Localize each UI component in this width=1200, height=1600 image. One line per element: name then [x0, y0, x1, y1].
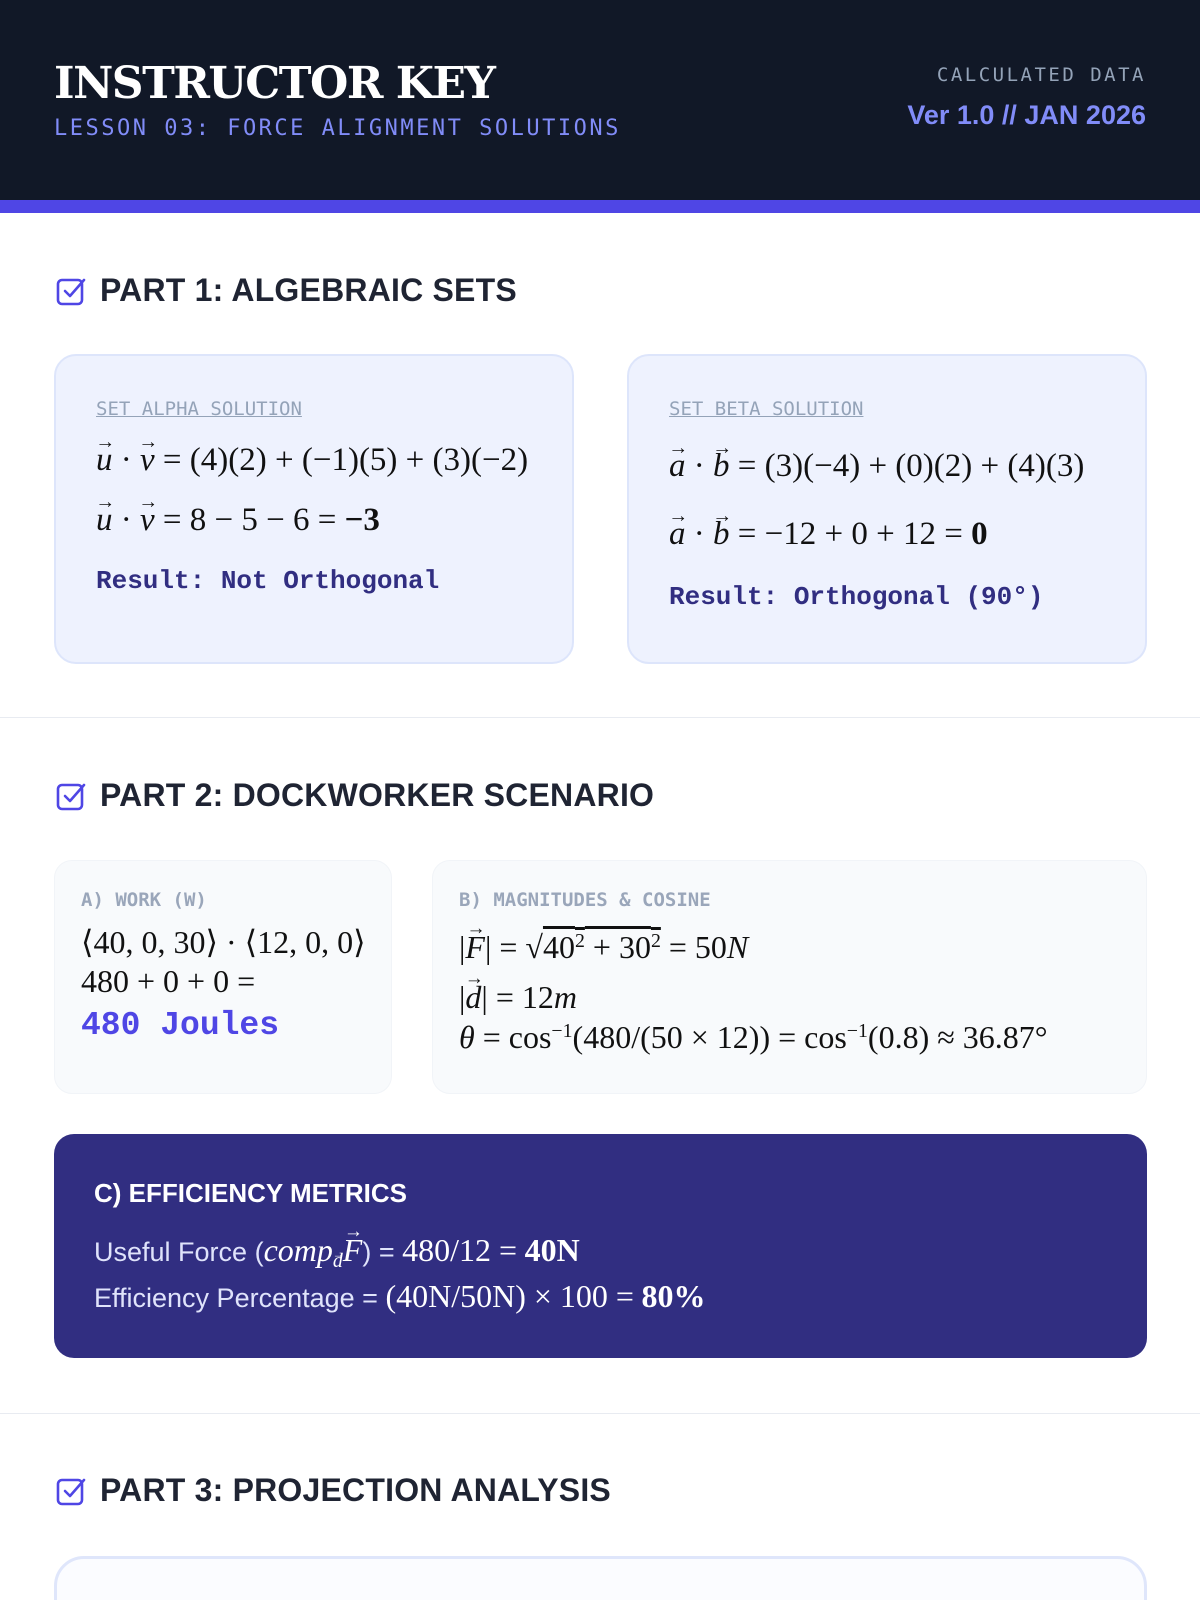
set-beta-equation-2: → a · → b = −12 + 0 + 12 = 0: [669, 516, 988, 553]
useful-force-label: Useful Force: [94, 1237, 248, 1267]
part1-heading-text: PART 1: ALGEBRAIC SETS: [100, 272, 517, 308]
part2-heading-text: PART 2: DOCKWORKER SCENARIO: [100, 777, 655, 813]
set-alpha-label: SET ALPHA SOLUTION: [96, 398, 302, 420]
magnitudes-label: B) MAGNITUDES & COSINE: [459, 889, 711, 911]
angle-equation: $\theta = \cos^{-1}(480/(50 \times 12)) = \cos^{-1}(0.8) \approx 36.87^\circ$: [459, 1019, 1048, 1055]
beta-eq1-rhs: (3)(−4) + (0)(2) + (4)(3): [764, 448, 1085, 484]
header-banner: [0, 0, 1200, 200]
page-title: INSTRUCTOR KEY: [54, 58, 495, 109]
part2-heading: [54, 777, 654, 814]
magnitudes-card: [432, 860, 1147, 1094]
work-sum: 480 + 0 + 0 =: [81, 963, 256, 999]
beta-dot-product-value: 0: [971, 516, 988, 552]
efficiency-title: C) EFFICIENCY METRICS: [94, 1178, 407, 1208]
checkbox-icon: [54, 274, 88, 308]
alpha-eq1-rhs: (4)(2) + (−1)(5) + (3)(−2): [189, 442, 529, 478]
useful-force-value: 40N: [524, 1232, 580, 1268]
section-divider: [0, 717, 1200, 718]
work-dot-product: ⟨40, 0, 30⟩ · ⟨12, 0, 0⟩: [81, 924, 366, 960]
section-divider: [0, 1413, 1200, 1414]
set-alpha-equation-1: → u · → v = (4)(2) + (−1)(5) + (3)(−2): [96, 442, 528, 479]
work-card: [54, 860, 392, 1094]
part3-heading-text: PART 3: PROJECTION ANALYSIS: [100, 1472, 611, 1508]
force-magnitude-equation: |→ $F| = √40^2 + 30^2 = 50N$: [459, 929, 748, 966]
checkbox-icon: [54, 1474, 88, 1508]
distance-magnitude-equation: |→ d| = 12m: [459, 979, 577, 1016]
lesson-subtitle: LESSON 03: FORCE ALIGNMENT SOLUTIONS: [54, 116, 621, 141]
work-label: A) WORK (W): [81, 889, 207, 911]
part1-heading: [54, 272, 517, 309]
projection-analysis-card: [54, 1556, 1147, 1600]
calculated-data-label: CALCULATED DATA: [936, 64, 1146, 86]
useful-force-calc: 480/12 =: [402, 1232, 518, 1268]
set-beta-equation-1: → a · → b = (3)(−4) + (0)(2) + (4)(3): [669, 448, 1084, 485]
alpha-eq2-rhs: 8 − 5 − 6 =: [189, 502, 337, 538]
efficiency-percentage-value: 80%: [641, 1278, 706, 1314]
set-alpha-result: Result: Not Orthogonal: [96, 566, 440, 596]
set-alpha-card: [54, 354, 574, 664]
version-label: Ver 1.0 // JAN 2026: [907, 100, 1146, 130]
efficiency-percentage-label: Efficiency Percentage =: [94, 1283, 378, 1313]
set-beta-result: Result: Orthogonal (90°): [669, 582, 1044, 612]
efficiency-metrics-card: [54, 1134, 1147, 1358]
efficiency-percentage-line: [94, 1278, 705, 1315]
useful-force-line: Useful Force (comp$_d$→ F) = 480/12 = 40N: [94, 1232, 580, 1269]
set-alpha-equation-2: → u · → v = 8 − 5 − 6 = −3: [96, 502, 380, 539]
work-answer: 480 Joules: [81, 1007, 280, 1044]
checkbox-icon: [54, 779, 88, 813]
set-beta-card: [627, 354, 1147, 664]
part3-heading: [54, 1472, 611, 1509]
header-accent-bar: [0, 200, 1200, 213]
set-beta-label: SET BETA SOLUTION: [669, 398, 864, 420]
alpha-dot-product-value: −3: [344, 502, 380, 538]
efficiency-percentage-calc: (40N/50N) × 100 =: [385, 1278, 634, 1314]
beta-eq2-rhs: −12 + 0 + 12 =: [764, 516, 963, 552]
